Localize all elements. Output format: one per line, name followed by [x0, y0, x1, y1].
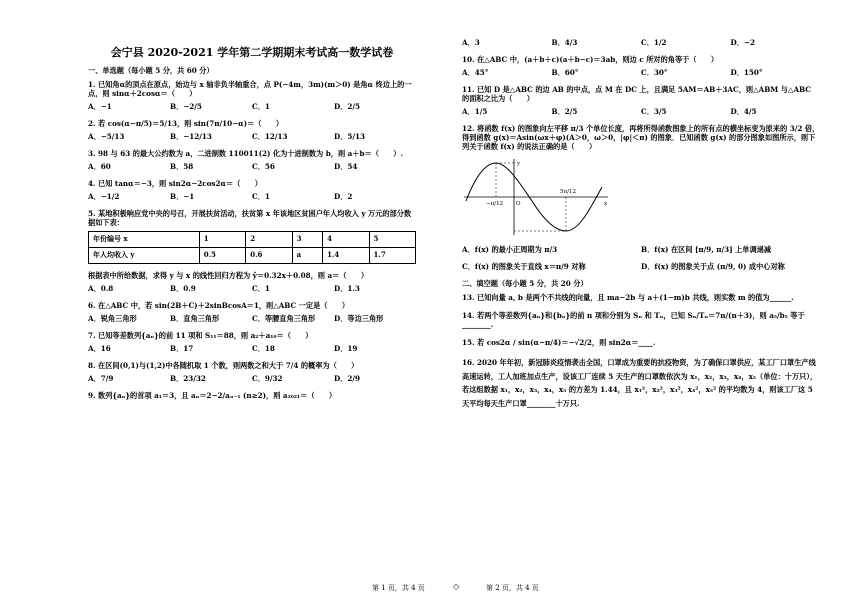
sine-graph: [462, 157, 612, 237]
option: B．23/32: [170, 373, 206, 383]
question-text: 2. 若 cos(α−π/5)＝5/13，则 sin(7π/10−α)＝（ ）: [88, 118, 284, 128]
option-row: [462, 68, 820, 77]
question-text: 8. 在区间(0,1)与(1,2)中各随机取 1 个数，则两数之和大于 7/4 的概率为（ ）: [88, 360, 359, 370]
option: D．4/5: [730, 107, 757, 116]
option: C．f(x) 的图象关于直线 x＝π/9 对称: [462, 262, 586, 271]
option: C．3/5: [641, 107, 667, 116]
income-table: [88, 231, 416, 264]
option: B．−12/13: [170, 131, 212, 141]
option: B．60°: [551, 68, 579, 77]
option: D．−2: [730, 38, 755, 47]
option-row: [88, 314, 416, 323]
option: C．等腰直角三角形: [252, 313, 316, 323]
option: D．150°: [730, 68, 763, 77]
option: B．2/5: [551, 107, 578, 116]
option: B．0.9: [170, 283, 196, 293]
question-text: 7. 已知等差数列{aₙ}的前 11 项和 S₁₁＝88，则 a₂＋a₁₀＝（ ）: [88, 330, 313, 340]
page-number-right: 第 2 页，共 4 页: [486, 584, 539, 592]
table-cell: 1: [199, 231, 245, 247]
option: C．18: [252, 343, 275, 353]
option: C．1/2: [641, 38, 667, 47]
option: A．7/9: [88, 373, 114, 383]
page-number-left: 第 1 页，共 4 页: [372, 584, 425, 592]
option-row: [88, 284, 416, 293]
option: D．2/9: [334, 373, 361, 383]
question-text: 6. 在△ABC 中，若 sin(2B＋C)＋2sinBcosA＝1，则△ABC 一定是（ ）: [88, 300, 350, 310]
tick-label-pos: 5π/12: [560, 189, 576, 195]
table-row: [89, 247, 416, 263]
question-text: 根据表中所给数据，求得 y 与 x 的线性回归方程为 ŷ＝0.32x＋0.08，则 a＝（ ）: [88, 270, 369, 280]
option: B．直角三角形: [170, 313, 220, 323]
option: A．1/5: [462, 107, 488, 116]
option: B．58: [170, 161, 194, 171]
option: A．45°: [462, 68, 489, 77]
option-row: [88, 344, 416, 353]
table-cell: 2: [246, 231, 292, 247]
question-text: 4. 已知 tanα＝−3，则 sin2α−2cos2α＝（ ）: [88, 178, 262, 188]
table-cell: 5: [369, 231, 415, 247]
option: C．1: [252, 191, 270, 201]
exam-title: 会宁县 2020-2021 学年第二学期期末考试高一数学试卷: [110, 46, 394, 59]
option: A．f(x) 的最小正周期为 π/3: [462, 245, 558, 254]
option: A．16: [88, 343, 111, 353]
table-cell: a: [292, 247, 322, 263]
option: A．3: [462, 38, 480, 47]
option-row: [88, 132, 416, 141]
option: C．56: [252, 161, 275, 171]
option-row: [88, 192, 416, 201]
q12-options-row2: [462, 262, 820, 271]
question-list-2: [88, 271, 416, 400]
option: D．54: [334, 161, 358, 171]
table-cell: 0.6: [246, 247, 292, 263]
option: D．2/5: [334, 101, 361, 111]
question-list-3: [462, 55, 820, 151]
question-16: 16. 2020 年年初，新冠肺炎疫情袭击全国，口罩成为重要的抗疫物资，为了确保口罩供应，某工厂口罩生产线高速运转，工人加班加点生产，设该工厂连续 5 天生产的口罩数依次为 x₁，x₂，x₃，x₄，x₅（单位：十万只），若这组数据 x₁，x₂，x₃，x₄，x₅ 的方差为 1.44，且 x₁²，x₂²，x₃²，x₄²，x₅² 的平均数为 4，则该工厂这 5 天平均每天生产口罩________十万只.: [462, 358, 818, 409]
x-axis-label: x: [604, 201, 608, 207]
table-cell: 年份编号 x: [89, 231, 200, 247]
question-text: 12. 将函数 f(x) 的图象向左平移 π/3 个单位长度，再将所得函数图象上的所有点的横坐标变为原来的 3/2 倍，得到函数 g(x)＝Asin(ωx＋φ)(A＞0，ω＞0，|φ|＜π) 的图象．已知函数 g(x) 的部分图象如图所示，则下列关于函数 f(x) 的说法正确的是（ ）: [462, 124, 820, 151]
option: B．−2/5: [170, 101, 202, 111]
option: C．9/32: [252, 373, 283, 383]
option: D．19: [334, 343, 358, 353]
option: C．30°: [641, 68, 668, 77]
question-text: 9. 数列{aₙ}的首项 a₁＝3，且 aₙ＝2−2/aₙ₋₁ (n≥2)，则 a₂₀₂₁＝（ ）: [88, 390, 337, 400]
option: D．5/13: [334, 131, 366, 141]
tick-label-neg: −π/12: [486, 201, 504, 207]
table-cell: 1.4: [323, 247, 369, 263]
page-separator: ◇: [453, 582, 460, 591]
option: A．−1/2: [88, 191, 120, 201]
question-text: 1. 已知角α的顶点在原点，始边与 x 轴非负半轴重合，点 P(−4m，3m)(m＞0) 是角α 终边上的一点，则 sinα＋2cosα＝（ ）: [88, 79, 412, 98]
question-text: 10. 在△ABC 中，(a＋b＋c)(a＋b−c)＝3ab，则边 c 所对的角等于（ ）: [462, 55, 719, 64]
option: A．60: [88, 161, 111, 171]
option: D．等边三角形: [334, 313, 384, 323]
table-cell: 年人均收入 y: [89, 247, 200, 263]
option: B．f(x) 在区间 [π/9, π/3] 上单调递减: [641, 245, 772, 254]
origin-label: O: [516, 201, 521, 207]
option: A．−5/13: [88, 131, 125, 141]
table-row: [89, 231, 416, 247]
table-cell: 0.5: [199, 247, 245, 263]
option-row: [88, 102, 416, 111]
option: C．12/13: [252, 131, 288, 141]
option: B．4/3: [551, 38, 578, 47]
option: A．锐角三角形: [88, 313, 137, 323]
option-row: [462, 107, 820, 116]
option: D．2: [334, 191, 353, 201]
option: C．1: [252, 101, 270, 111]
question-text: 5. 某地积极响应党中央的号召，开展扶贫活动，扶贫第 x 年该地区贫困户年人均收入 y 万元的部分数据如下表：: [88, 208, 412, 227]
option: B．17: [170, 343, 194, 353]
question-text: 3. 98 与 63 的最大公约数为 a，二进制数 110011(2) 化为十进制数为 b，则 a＋b＝（ ）.: [88, 148, 403, 158]
option: C．1: [252, 283, 270, 293]
option: D．1.3: [334, 283, 360, 293]
section-heading-2: 二、填空题（每小题 5 分，共 20 分）: [462, 279, 588, 288]
y-axis-label: y: [517, 161, 521, 167]
table-cell: 4: [323, 231, 369, 247]
right-page: [450, 0, 860, 608]
question-14: 14. 若两个等差数列{aₙ}和{bₙ}的前 n 项和分别为 Sₙ 和 Tₙ，已知 Sₙ/Tₙ＝7n/(n＋3)，则 a₅/b₅ 等于________.: [462, 311, 805, 329]
question-15: 15. 若 cos2α / sin(α−π/4)＝−√2/2，则 sin2α＝____.: [462, 338, 656, 347]
table-cell: 1.7: [369, 247, 415, 263]
q9-options: [462, 38, 820, 47]
option: A．0.8: [88, 283, 114, 293]
q12-options-row1: [462, 245, 820, 254]
table-cell: 3: [292, 231, 322, 247]
question-13: 13. 已知向量 a, b 是两个不共线的向量，且 ma−2b 与 a＋(1−m)b 共线，则实数 m 的值为______.: [462, 293, 794, 302]
question-list-1: [88, 80, 416, 227]
option: D．f(x) 的图象关于点 (π/9, 0) 成中心对称: [641, 262, 785, 271]
option-row: [88, 162, 416, 171]
option: A．−1: [88, 101, 112, 111]
option-row: [88, 374, 416, 383]
option: B．−1: [170, 191, 195, 201]
question-text: 11. 已知 D 是△ABC 的边 AB 的中点，点 M 在 DC 上，且满足 5AM＝AB＋3AC，则△ABM 与△ABC 的面积之比为（ ）: [462, 85, 811, 103]
section-heading-1: 一、单选题（每小题 5 分，共 60 分）: [88, 65, 214, 75]
